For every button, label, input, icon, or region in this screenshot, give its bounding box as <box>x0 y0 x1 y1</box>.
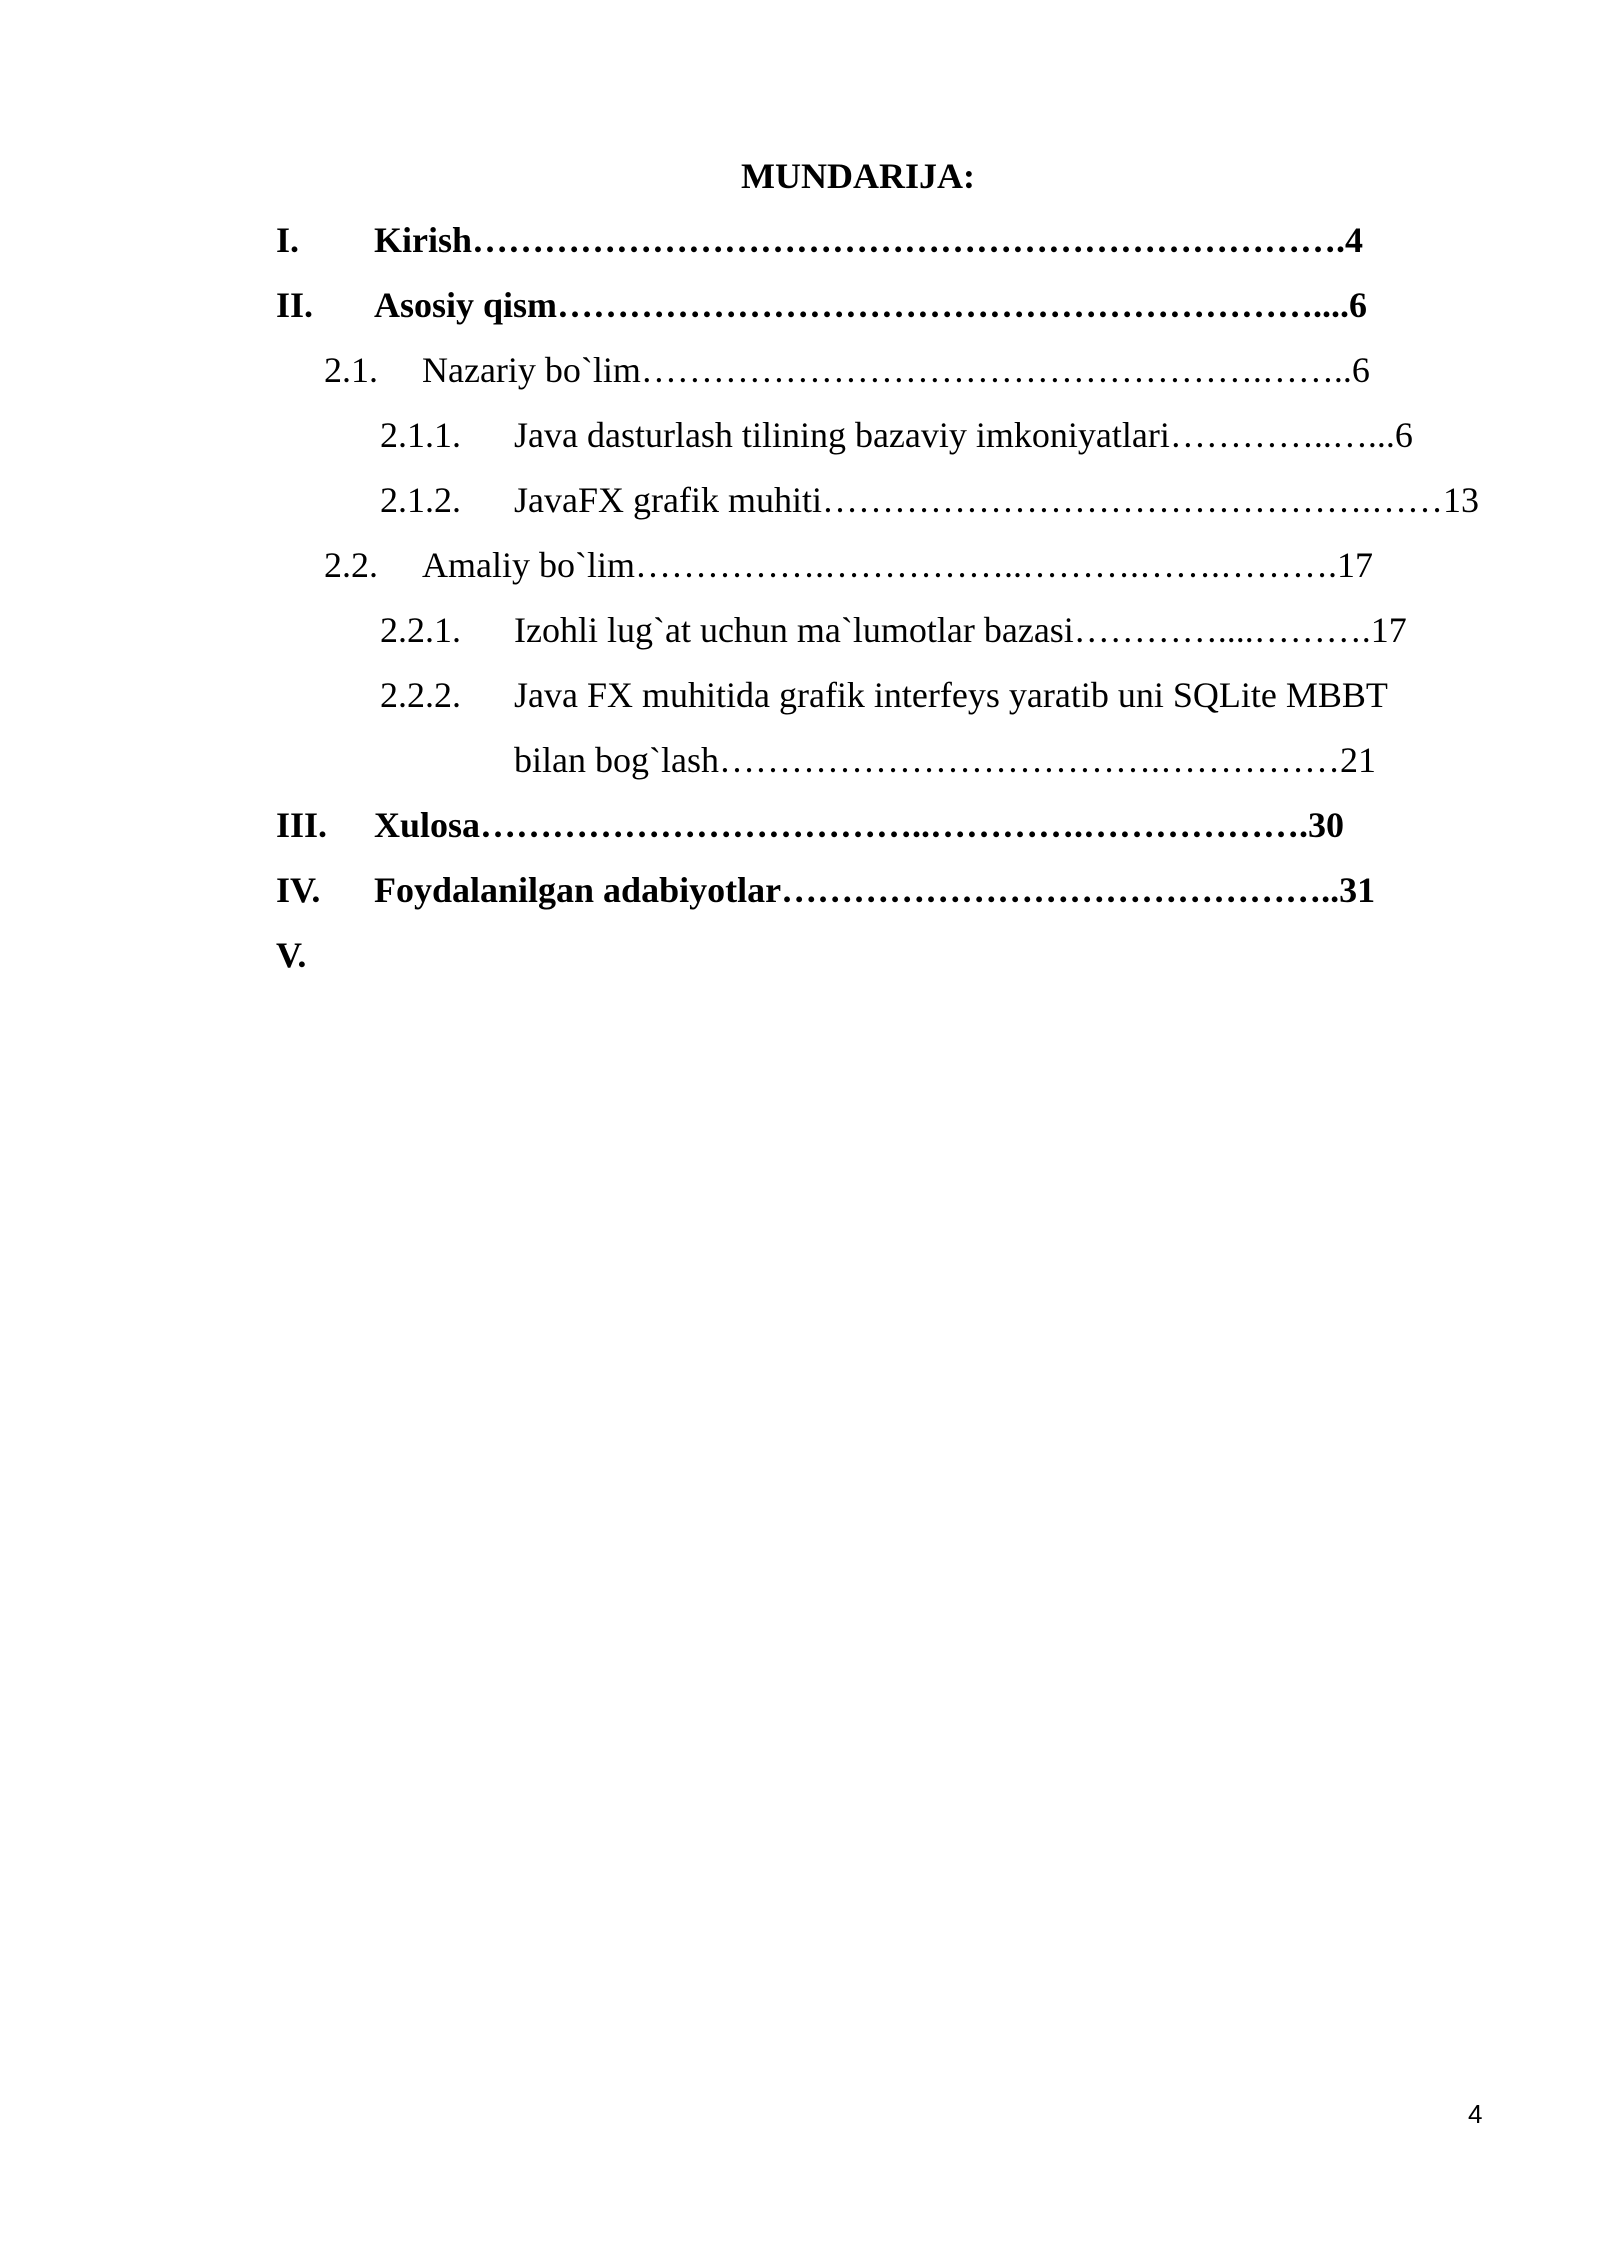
toc-entry-label: Java FX muhitida grafik interfeys yaratib uni SQLite MBBT <box>514 675 1388 715</box>
toc-entry-label: JavaFX grafik muhiti……………………………………….……13 <box>514 480 1479 520</box>
page-number: 4 <box>1468 2099 1483 2129</box>
toc-entry-number: 2.1. <box>324 350 378 390</box>
toc-entry-label: bilan bog`lash……………………………….……………21 <box>514 740 1376 780</box>
toc-entry-number: 2.1.2. <box>380 480 461 520</box>
toc-entry-label: Asosiy qism………………………………………………………....6 <box>374 285 1368 325</box>
toc-entry-number: 2.2.1. <box>380 610 461 650</box>
toc-entry-number: I. <box>276 220 300 260</box>
toc-entry-label: Java dasturlash tilining bazaviy imkoniyatlari…………..…...6 <box>514 415 1413 455</box>
toc-entry-number: V. <box>276 935 307 975</box>
toc-entry-label: Amaliy bo`lim…………….……………..……….…….……….17 <box>422 545 1373 585</box>
toc-entry-label: Foydalanilgan adabiyotlar………………………………………..31 <box>374 870 1376 910</box>
toc-entry-number: 2.2. <box>324 545 378 585</box>
toc-entry-label: Kirish……………………………………………………………….4 <box>374 220 1364 260</box>
toc-entry-label: Xulosa………………………………..………….……………….30 <box>374 805 1345 845</box>
toc-entry-number: IV. <box>276 870 321 910</box>
toc-entry-number: III. <box>276 805 328 845</box>
toc-title: MUNDARIJA: <box>741 156 975 196</box>
toc-entry-label: Nazariy bo`lim…………………………………………….……..6 <box>422 350 1370 390</box>
toc-entry-label: Izohli lug`at uchun ma`lumotlar bazasi…………....……….17 <box>514 610 1407 650</box>
toc-entry-number: 2.1.1. <box>380 415 461 455</box>
toc-entry-number: 2.2.2. <box>380 675 461 715</box>
toc-entry-number: II. <box>276 285 314 325</box>
